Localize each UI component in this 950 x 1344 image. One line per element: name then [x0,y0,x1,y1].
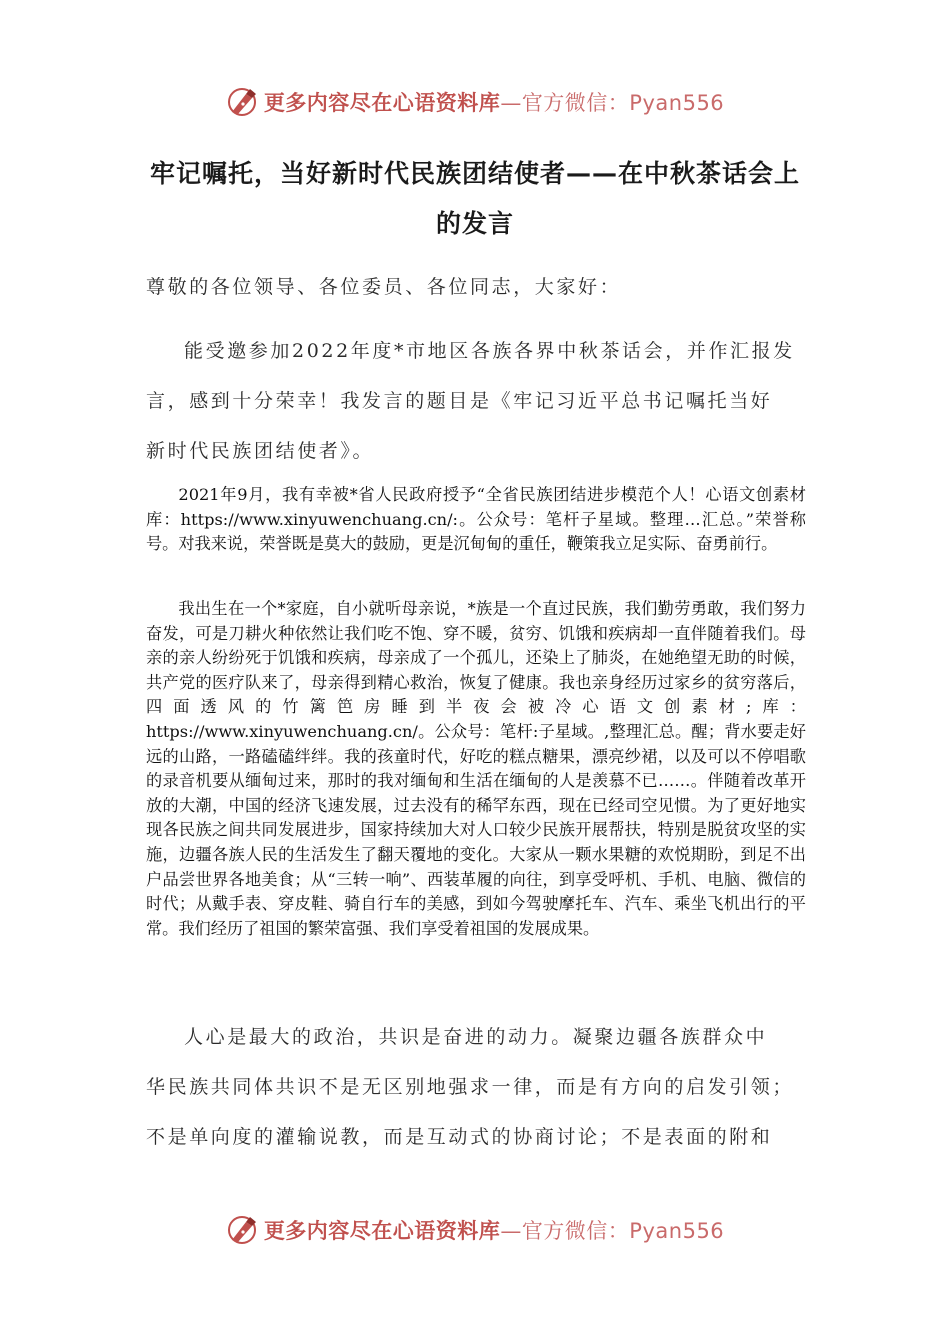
intro-line-3: 新时代民族团结使者》。 [146,440,375,462]
intro-line-1: 能受邀参加2022年度*市地区各族各界中秋茶话会，并作汇报发 [184,340,795,362]
pen-nib-logo-icon [226,85,260,119]
paragraph-childhood: 我出生在一个*家庭，自小就听母亲说，*族是一个直过民族，我们勤劳勇敢，我们努力奋发，可是刀耕火种依然让我们吃不饱、穿不暖，贫穷、饥饿和疾病却一直伴随着我们。母亲的亲人纷纷死于饥饿和疾病，母亲成了一个孤儿，还染上了肺炎，在她绝望无助的时候，共产党的医疗队来了，母亲得到精心救治，恢复了健康。我也亲身经历过家乡的贫穷落后，四面透风的竹篱笆房睡到半夜会被冷心语文创素材;库：https://www.xinyuwenchuang.cn/。公众号：笔杆:子星域。,整理汇总。醒；背水要走好远的山路，一路磕磕绊绊。我的孩童时代，好吃的糕点糖果，漂亮纱裙，以及可以不停唱歌的录音机要从缅甸过来，那时的我对缅甸和生活在缅甸的人是羡慕不已……。伴随着改革开放的大潮，中国的经济飞速发展，过去没有的稀罕东西，现在已经司空见惯。为了更好地实现各民族之间共同发展进步，国家持续加大对人口较少民族开展帮扶，特别是脱贫攻坚的实施，边疆各族人民的生活发生了翻天覆地的变化。大家从一颗水果糖的欢悦期盼，到足不出户品尝世界各地美食；从“三转一响”、西装革履的向往，到享受呼机、手机、电脑、微信的时代；从戴手表、穿皮鞋、骑自行车的美感，到如今驾驶摩托车、汽车、乘坐飞机出行的平常。我们经历了祖国的繁荣富强、我们享受着祖国的发展成果。 [146,599,806,938]
closing-line-1: 人心是最大的政治，共识是奋进的动力。凝聚边疆各族群众中 [184,1026,768,1048]
paragraph-honor: 2021年9月，我有幸被*省人民政府授予“全省民族团结进步模范个人！心语文创素材库：https://www.xinyuwenchuang.cn/:。公众号：笔杆子星域。整理…汇总。”荣誉称号。对我来说，荣誉既是莫大的鼓励，更是沉甸甸的重任，鞭策我立足实际、奋勇前行。 [146,485,806,554]
document-title-line-1: 牢记嘱托，当好新时代民族团结使者——在中秋茶话会上 [149,159,800,188]
intro-line-2: 言，感到十分荣幸！我发言的题目是《牢记习近平总书记嘱托当好 [146,390,773,412]
footer-banner [0,1210,950,1250]
banner-text: 更多内容尽在心语资料库—官方微信：Pyan556 [263,1219,725,1243]
greeting: 尊敬的各位领导、各位委员、各位同志，大家好： [146,276,622,298]
document-title-line-2: 的发言 [435,209,514,238]
banner-text: 更多内容尽在心语资料库—官方微信：Pyan556 [263,91,725,115]
pen-nib-logo-icon [226,1213,260,1247]
header-banner [0,82,950,122]
closing-line-2: 华民族共同体共识不是无区别地强求一律，而是有方向的启发引领； [146,1076,795,1098]
closing-line-3: 不是单向度的灌输说教，而是互动式的协商讨论；不是表面的附和 [146,1126,773,1148]
